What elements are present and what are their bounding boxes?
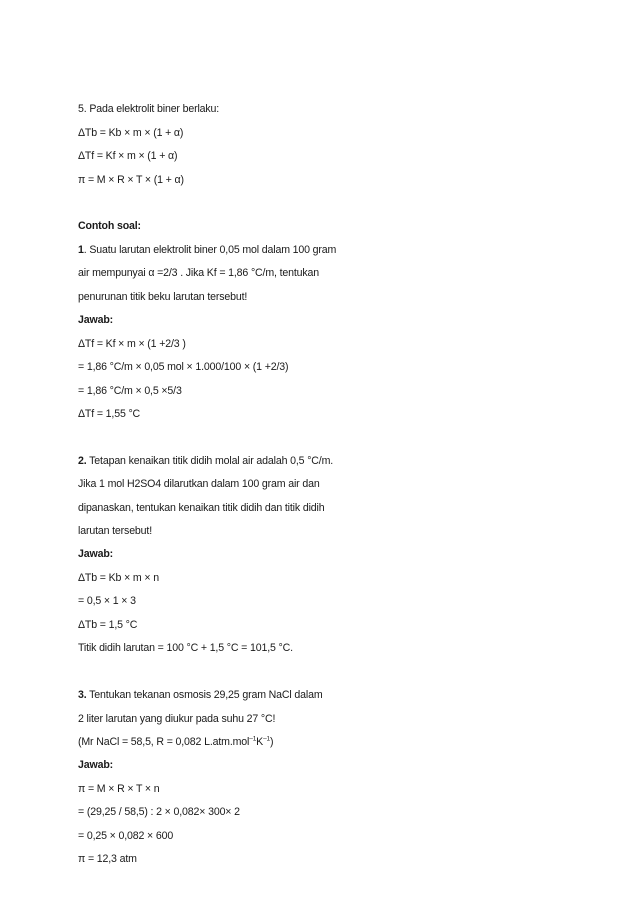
problem-1-text: . Suatu larutan elektrolit biner 0,05 mol dalam 100 gram	[83, 244, 337, 256]
formula-osmotic-pressure: π = M × R × T × (1 + α)	[78, 174, 184, 186]
problem-2-step-3: ΔTb = 1,5 °C	[78, 619, 138, 631]
problem-1-number: 1	[78, 244, 84, 256]
problem-2-line-4: larutan tersebut!	[78, 525, 153, 537]
problem-1-line-1	[78, 243, 336, 257]
problem-2-number: 2.	[78, 455, 87, 467]
examples-heading: Contoh soal:	[78, 220, 141, 232]
problem-2-text: Tetapan kenaikan titik didih molal air adalah 0,5 °C/m.	[86, 455, 334, 467]
problem-3-exponent-2: –1	[263, 735, 271, 743]
problem-1-result: ΔTf = 1,55 °C	[78, 408, 141, 420]
problem-3-given-c: )	[270, 736, 274, 748]
problem-3-line-2: 2 liter larutan yang diukur pada suhu 27 °C!	[78, 713, 276, 725]
problem-3-exponent-1: –1	[249, 735, 257, 743]
problem-2-answer-label: Jawab:	[78, 548, 114, 560]
problem-3-result: π = 12,3 atm	[78, 853, 137, 865]
formula-freezing-point: ΔTf = Kf × m × (1 + α)	[78, 150, 178, 162]
problem-1-answer-label: Jawab:	[78, 314, 114, 326]
problem-3-line-1	[78, 688, 323, 702]
problem-1-line-3: penurunan titik beku larutan tersebut!	[78, 291, 248, 303]
problem-3-line-3	[78, 735, 273, 749]
problem-3-text: Tentukan tekanan osmosis 29,25 gram NaCl dalam	[86, 689, 323, 701]
problem-3-step-3: = 0,25 × 0,082 × 600	[78, 830, 174, 842]
problem-2-step-1: ΔTb = Kb × m × n	[78, 572, 159, 584]
formula-boiling-point: ΔTb = Kb × m × (1 + α)	[78, 127, 184, 139]
problem-2-line-2: Jika 1 mol H2SO4 dilarutkan dalam 100 gram air dan	[78, 478, 320, 490]
problem-1-step-1: ΔTf = Kf × m × (1 +2/3 )	[78, 338, 186, 350]
problem-3-step-2: = (29,25 / 58,5) : 2 × 0,082× 300× 2	[78, 806, 240, 818]
problem-3-given-a: (Mr NaCl = 58,5, R = 0,082 L.atm.mol	[78, 736, 250, 748]
problem-3-answer-label: Jawab:	[78, 759, 114, 771]
problem-1-line-2: air mempunyai α =2/3 . Jika Kf = 1,86 °C/m, tentukan	[78, 267, 320, 279]
problem-1-step-3: = 1,86 °C/m × 0,5 ×5/3	[78, 385, 182, 397]
problem-2-line-1	[78, 454, 333, 468]
problem-2-line-3: dipanaskan, tentukan kenaikan titik didih dan titik didih	[78, 502, 325, 514]
problem-2-step-2: = 0,5 × 1 × 3	[78, 595, 136, 607]
problem-2-result: Titik didih larutan = 100 °C + 1,5 °C = 101,5 °C.	[78, 642, 293, 654]
problem-1-step-2: = 1,86 °C/m × 0,05 mol × 1.000/100 × (1 +2/3)	[78, 361, 289, 373]
problem-3-step-1: π = M × R × T × n	[78, 783, 160, 795]
electrolyte-rule-heading: 5. Pada elektrolit biner berlaku:	[78, 103, 220, 115]
problem-3-number: 3.	[78, 689, 87, 701]
problem-3-given-b: K	[256, 736, 264, 748]
